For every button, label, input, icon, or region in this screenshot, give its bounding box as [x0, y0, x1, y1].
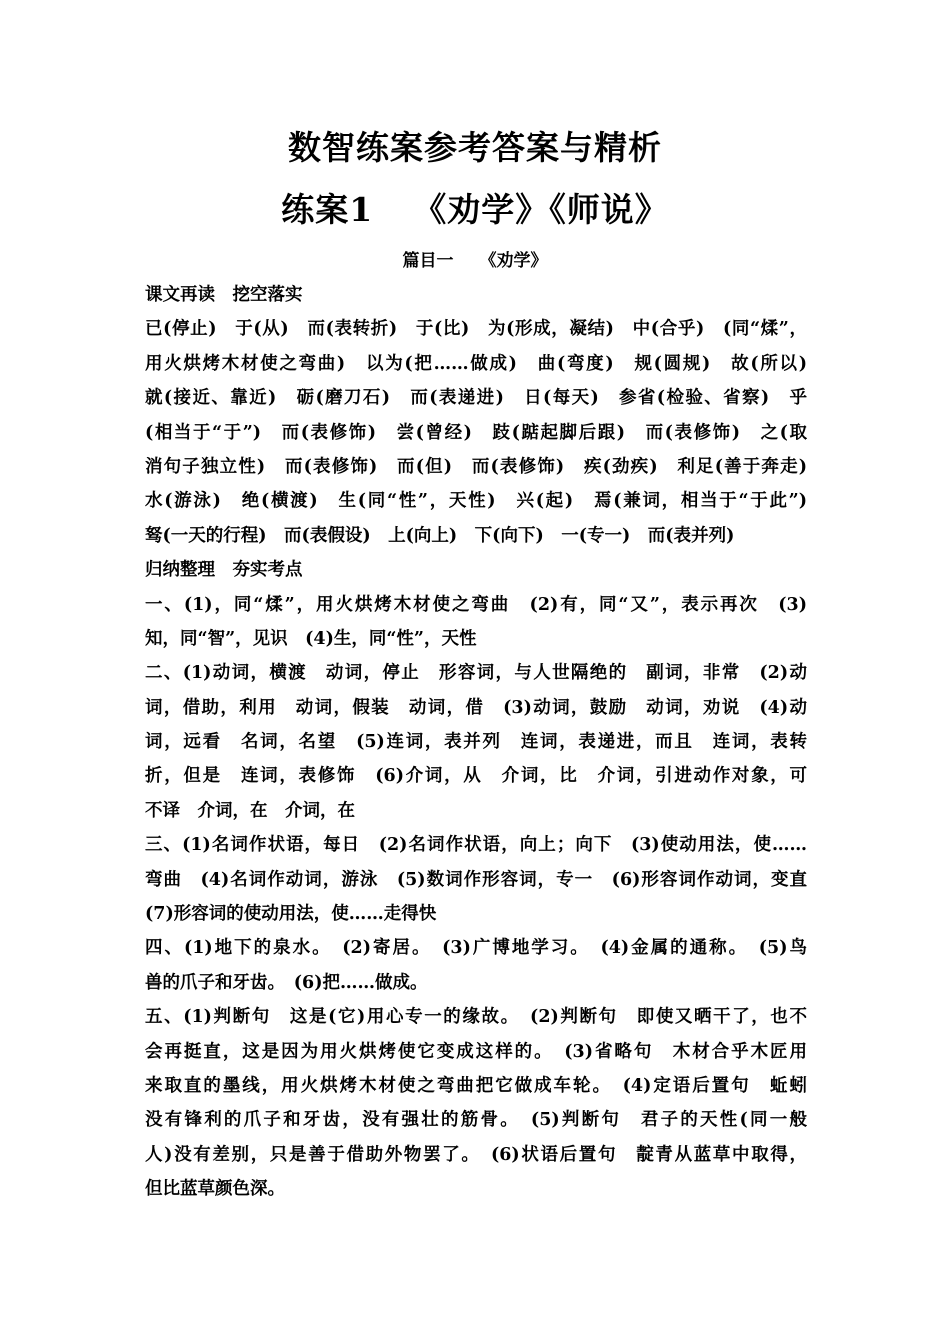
- text-line: 人)没有差别，只是善于借助外物罢了。 (6)状语后置句 靛青从蓝草中取得，: [145, 1144, 807, 1165]
- subtitle-lesson-names: 《劝学》《师说》: [413, 190, 669, 229]
- paragraph-section-1: [145, 588, 807, 657]
- text-line: 来取直的墨线，用火烘烤木材使之弯曲把它做成车轮。 (4)定语后置句 蚯蚓: [145, 1075, 807, 1096]
- text-line: 词，远看 名词，名望 (5)连词，表并列 连词，表递进，而且 连词，表转: [145, 732, 807, 753]
- page-title: 数智练案参考答案与精析: [288, 128, 662, 167]
- text-line: 消句子独立性) 而(表修饰) 而(但) 而(表修饰) 疾(劲疾) 利足(善于奔走): [145, 456, 807, 477]
- text-line: 驽(一天的行程) 而(表假设) 上(向上) 下(向下) 一(专一) 而(表并列): [145, 525, 735, 546]
- section-label: 篇目一: [402, 251, 454, 271]
- text-line: 四、(1)地下的泉水。 (2)寄居。 (3)广博地学习。 (4)金属的通称。 (5)鸟: [145, 938, 807, 959]
- paragraph-vocabulary: [145, 312, 807, 553]
- subtitle-exercise-number: 练案1: [281, 190, 374, 229]
- text-line: (7)形容词的使动用法，使……走得快: [145, 904, 437, 925]
- text-line: 知，同“智”，见识 (4)生，同“性”，天性: [145, 628, 477, 649]
- text-line: (相当于“于”) 而(表修饰) 尝(曾经) 跂(踮起脚后跟) 而(表修饰) 之(取: [145, 422, 807, 443]
- section-lesson: 《劝学》: [479, 251, 548, 271]
- text-line: 水(游泳) 绝(横渡) 生(同“性”，天性) 兴(起) 焉(兼词，相当于“于此”): [145, 491, 807, 512]
- section-title: [0, 246, 950, 271]
- text-line: 不译 介词，在 介词，在: [145, 800, 355, 821]
- heading-recite: 课文再读 挖空落实: [145, 285, 303, 305]
- paragraph-section-2: [145, 656, 807, 828]
- text-line: 五、(1)判断句 这是(它)用心专一的缘故。 (2)判断句 即使又晒干了，也不: [145, 1007, 807, 1028]
- answer-body: [145, 278, 807, 1207]
- text-line: 兽的爪子和牙齿。 (6)把……做成。: [145, 972, 428, 993]
- paragraph-section-4: [145, 931, 807, 1000]
- text-line: 但比蓝草颜色深。: [145, 1179, 285, 1200]
- text-line: 一、(1)，同“煣”，用火烘烤木材使之弯曲 (2)有，同“又”，表示再次 (3): [145, 594, 807, 615]
- page-subtitle: [0, 184, 950, 231]
- text-line: 二、(1)动词，横渡 动词，停止 形容词，与人世隔绝的 副词，非常 (2)动: [145, 663, 807, 684]
- paragraph-section-5: [145, 1000, 807, 1206]
- text-line: 折，但是 连词，表修饰 (6)介词，从 介词，比 介词，引进动作对象，可: [145, 766, 807, 787]
- text-line: 用火烘烤木材使之弯曲) 以为(把……做成) 曲(弯度) 规(圆规) 故(所以): [145, 353, 807, 374]
- text-line: 词，借助，利用 动词，假装 动词，借 (3)动词，鼓励 动词，劝说 (4)动: [145, 697, 807, 718]
- text-line: 会再挺直，这是因为用火烘烤使它变成这样的。 (3)省略句 木材合乎木匠用: [145, 1041, 807, 1062]
- text-line: 已(停止) 于(从) 而(表转折) 于(比) 为(形成，凝结) 中(合乎) (同“煣”，: [145, 319, 807, 340]
- heading-summary: 归纳整理 夯实考点: [145, 560, 303, 581]
- text-line: 就(接近、靠近) 砺(磨刀石) 而(表递进) 日(每天) 参省(检验、省察) 乎: [145, 388, 807, 409]
- text-line: 没有锋利的爪子和牙齿，没有强壮的筋骨。 (5)判断句 君子的天性(同一般: [145, 1110, 807, 1131]
- paragraph-section-3: [145, 828, 807, 931]
- text-line: 三、(1)名词作状语，每日 (2)名词作状语，向上；向下 (3)使动用法，使……: [145, 835, 807, 856]
- text-line: 弯曲 (4)名词作动词，游泳 (5)数词作形容词，专一 (6)形容词作动词，变直: [145, 869, 807, 890]
